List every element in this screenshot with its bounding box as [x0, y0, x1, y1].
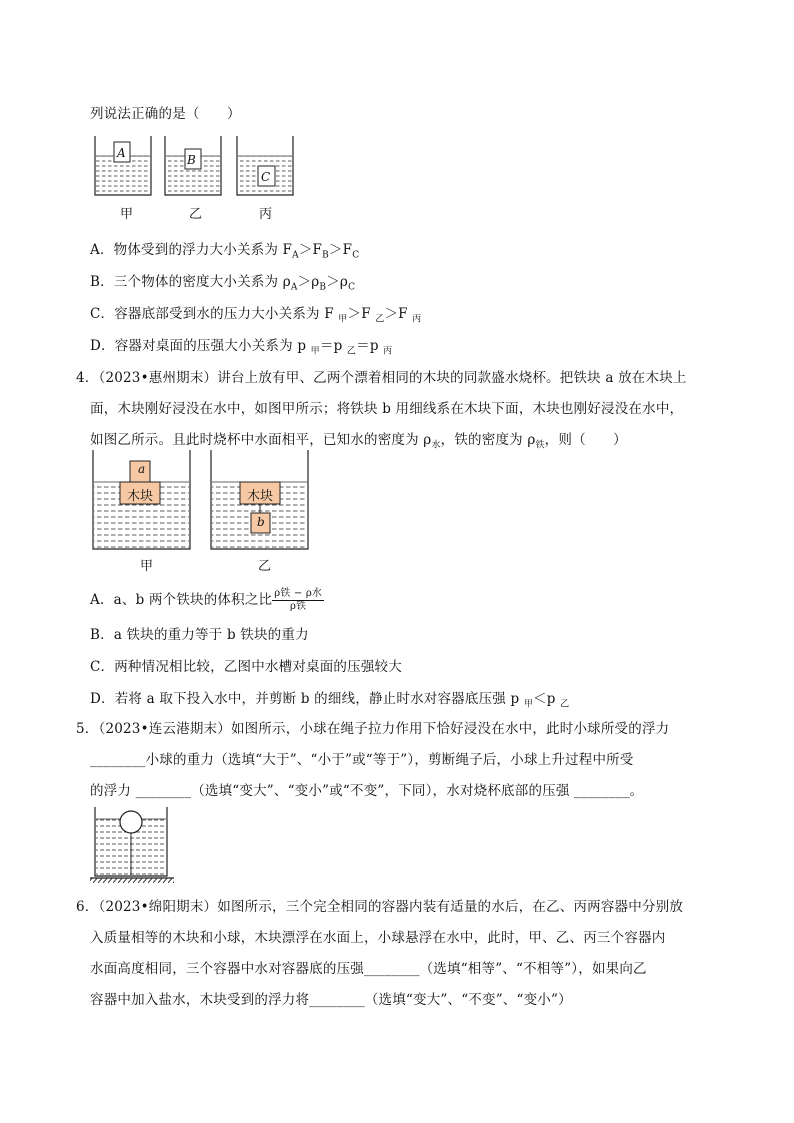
- q5-line3: 的浮力 ________（选填“变大”、“变小”或“不变”，下同），水对烧杯底部的压强 ________。: [90, 783, 644, 799]
- q4-line2: 面，木块刚好浸没在水中，如图甲所示；将铁块 b 用细线系在木块下面，木块也刚好浸没在水中，: [90, 401, 684, 417]
- wood-block-left-label: 木块: [127, 489, 154, 504]
- q5-figure: [88, 805, 178, 885]
- block-b-label: B: [187, 153, 196, 167]
- q4-figure: [90, 448, 320, 552]
- q3-option-a: A．物体受到的浮力大小关系为 $F_A>F_B>F_C$: [90, 242, 360, 261]
- container-jia: [95, 136, 151, 195]
- q4-line3: 如图乙所示。且此时烧杯中水面相平，已知水的密度为 $\rho_水$，铁的密度为 $\rho_铁$，则（ ）: [90, 432, 627, 451]
- q4-line1: 4．（2023•惠州期末）讲台上放有甲、乙两个漂着相同的木块的同款盛水烧杯。把铁块 a 放在木块上: [76, 370, 687, 386]
- q3-stem: 列说法正确的是（ ）: [90, 106, 241, 122]
- q6-line4: 容器中加入盐水，木块受到的浮力将________（选填“变大”、“不变”、“变小”）: [90, 992, 572, 1008]
- q6-line3: 水面高度相同，三个容器中水对容器底的压强________（选填“相等”、“不相等”），如果向乙: [90, 961, 647, 977]
- q3-figure: [90, 134, 310, 200]
- fig3-label-jia: 甲: [120, 207, 134, 222]
- fig4-label-jia: 甲: [140, 559, 154, 574]
- q3-option-c: C．容器底部受到水的压力大小关系为 F $_甲$＞F $_乙$＞F $_丙$: [90, 306, 422, 325]
- q5-line2: ________小球的重力（选填“大于”、“小于”或“等于”），剪断绳子后，小球上升过程中所受: [90, 752, 634, 768]
- q4-option-d: D．若将 a 取下投入水中，并剪断 b 的细线，静止时水对容器底压强 p $_甲$＜p $_乙$: [90, 691, 570, 710]
- container-bing: [237, 136, 293, 195]
- q4-option-a: A．a、b 两个铁块的体积之比 $\frac{\text{ρ铁 − ρ水}}{\text{ρ铁}}$: [90, 588, 323, 612]
- fig4-label-yi: 乙: [258, 559, 272, 574]
- fig3-label-bing: 丙: [259, 207, 273, 222]
- q3-option-d: D．容器对桌面的压强大小关系为 p $_甲$＝p $_乙$＝p $_丙$: [90, 338, 393, 357]
- q6-line2: 入质量相等的木块和小球，木块漂浮在水面上，小球悬浮在水中，此时，甲、乙、丙三个容器内: [90, 930, 666, 946]
- iron-block-b-label: b: [257, 515, 265, 529]
- iron-block-a-label: a: [138, 462, 146, 476]
- q4-option-b: B．a 铁块的重力等于 b 铁块的重力: [90, 627, 309, 643]
- block-c-label: C: [261, 170, 271, 184]
- q6-line1: 6．（2023•绵阳期末）如图所示，三个完全相同的容器内装有适量的水后，在乙、丙两容器中分别放: [76, 899, 684, 915]
- fig3-label-yi: 乙: [189, 207, 203, 222]
- q4-option-c: C．两种情况相比较，乙图中水槽对桌面的压强较大: [90, 659, 402, 675]
- q3-option-b: B．三个物体的密度大小关系为 $\rho_A>\rho_B>\rho_C$: [90, 274, 356, 293]
- density-fraction: $\frac{\text{ρ铁 − ρ水}}{\text{ρ铁}}$: [274, 588, 323, 612]
- wood-block-right-label: 木块: [247, 489, 274, 504]
- q5-line1: 5．（2023•连云港期末）如图所示，小球在绳子拉力作用下恰好浸没在水中，此时小球所受的浮力: [76, 721, 670, 737]
- block-a-label: A: [117, 146, 126, 160]
